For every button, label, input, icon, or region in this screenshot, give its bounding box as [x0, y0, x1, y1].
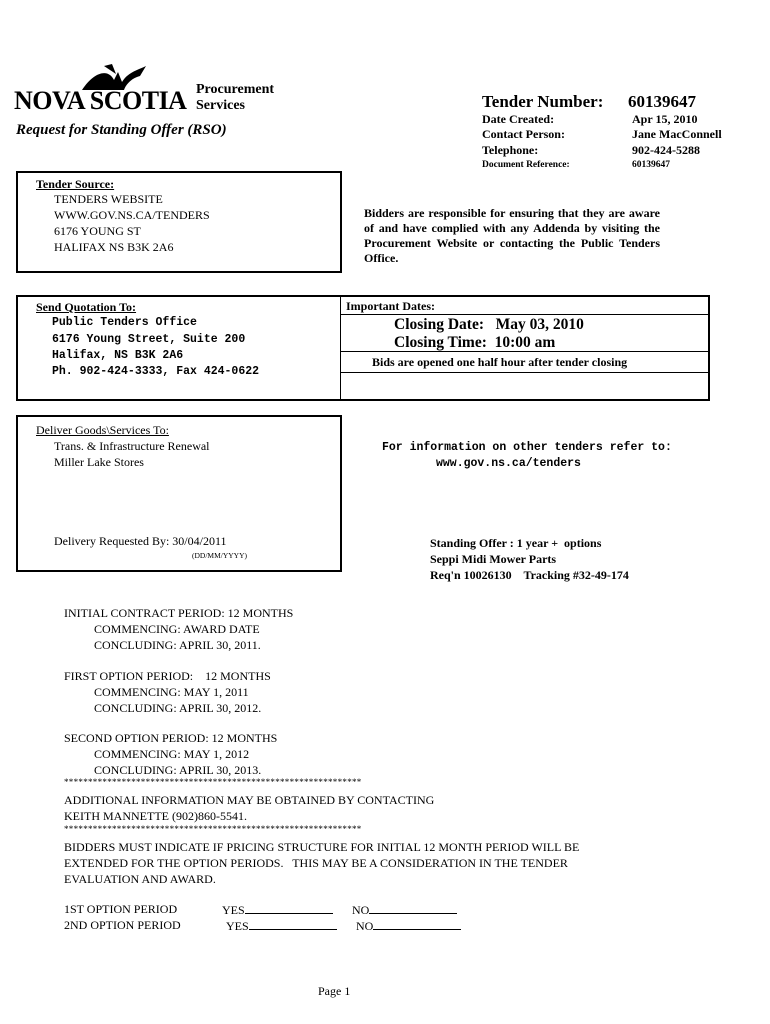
- send-quotation-line: Public Tenders Office: [52, 316, 197, 329]
- star-separator: **************************************************************: [64, 824, 362, 834]
- date-created-value: Apr 15, 2010: [632, 112, 698, 126]
- tender-number-label: Tender Number:: [482, 92, 604, 111]
- nova-scotia-logo: [14, 62, 294, 122]
- option-no-label: NO: [356, 919, 374, 933]
- send-quotation-line: Ph. 902-424-3333, Fax 424-0622: [52, 365, 260, 378]
- deliver-line: Trans. & Infrastructure Renewal: [54, 439, 210, 453]
- option-yes-blank[interactable]: [249, 918, 337, 930]
- logo-dept-line1: Procurement: [196, 82, 275, 97]
- important-dates-heading: Important Dates:: [346, 299, 435, 313]
- bids-opened-note: Bids are opened one half hour after tender closing: [372, 355, 628, 369]
- contact-label: Contact Person:: [482, 127, 565, 141]
- send-quotation-line: 6176 Young Street, Suite 200: [52, 333, 246, 346]
- docref-label: Document Reference:: [482, 160, 570, 170]
- tender-number: 60139647: [628, 92, 696, 111]
- logo-dept-line2: Services: [196, 98, 245, 113]
- initial-period-title: INITIAL CONTRACT PERIOD: 12 MONTHS: [64, 606, 294, 620]
- option-no[interactable]: [352, 902, 457, 918]
- document-title: Request for Standing Offer (RSO): [16, 122, 227, 138]
- option-no-blank[interactable]: [373, 918, 461, 930]
- tender-source-heading: Tender Source:: [36, 177, 115, 191]
- option-yes-blank[interactable]: [245, 902, 333, 914]
- option-yes[interactable]: [226, 918, 337, 934]
- send-quotation-line: Halifax, NS B3K 2A6: [52, 349, 184, 362]
- standing-offer-line1: Standing Offer : 1 year + options: [430, 536, 602, 550]
- option-yes[interactable]: [222, 902, 333, 918]
- closing-time: Closing Time: 10:00 am: [394, 334, 556, 351]
- tender-source-box: [16, 171, 342, 273]
- additional-info-line: KEITH MANNETTE (902)860-5541.: [64, 809, 247, 823]
- option-yes-label: YES: [222, 903, 245, 917]
- info-ref-url[interactable]: www.gov.ns.ca/tenders: [436, 457, 581, 470]
- first-option-commencing: COMMENCING: MAY 1, 2011: [94, 685, 249, 699]
- page-number: Page 1: [318, 984, 351, 998]
- delivery-requested: Delivery Requested By: 30/04/2011: [54, 534, 227, 548]
- option-yes-label: YES: [226, 919, 249, 933]
- star-separator: **************************************************************: [64, 777, 362, 787]
- date-created-label: Date Created:: [482, 112, 555, 126]
- tender-source-line: TENDERS WEBSITE: [54, 192, 163, 206]
- option-no-label: NO: [352, 903, 370, 917]
- contact-value: Jane MacConnell: [632, 127, 722, 141]
- option-no-blank[interactable]: [369, 902, 457, 914]
- tender-source-line: 6176 YOUNG ST: [54, 224, 141, 238]
- standing-offer-line3: Req'n 10026130 Tracking #32-49-174: [430, 568, 629, 582]
- telephone-value: 902-424-5288: [632, 143, 700, 157]
- info-ref-line1: For information on other tenders refer to:: [382, 441, 672, 454]
- standing-offer-line2: Seppi Midi Mower Parts: [430, 552, 557, 566]
- quotation-divider: [340, 296, 341, 400]
- docref-value: 60139647: [632, 160, 670, 170]
- telephone-label: Telephone:: [482, 143, 539, 157]
- tender-source-line: HALIFAX NS B3K 2A6: [54, 240, 174, 254]
- additional-info-line: ADDITIONAL INFORMATION MAY BE OBTAINED BY CONTACTING: [64, 793, 435, 807]
- pricing-note-line: EVALUATION AND AWARD.: [64, 872, 216, 886]
- pricing-note-line: BIDDERS MUST INDICATE IF PRICING STRUCTURE FOR INITIAL 12 MONTH PERIOD WILL BE: [64, 840, 580, 854]
- pricing-note-line: EXTENDED FOR THE OPTION PERIODS. THIS MAY BE A CONSIDERATION IN THE TENDER: [64, 856, 568, 870]
- bidders-notice: Bidders are responsible for ensuring that they are aware of and have complied with any Addenda by visiting the Procurement Website or contacting the Public Tenders Office.: [364, 206, 660, 265]
- deliver-line: Miller Lake Stores: [54, 455, 144, 469]
- dates-rule-1: [341, 314, 709, 315]
- option-label: 1ST OPTION PERIOD: [64, 902, 178, 916]
- second-option-commencing: COMMENCING: MAY 1, 2012: [94, 747, 250, 761]
- option-no[interactable]: [356, 918, 461, 934]
- send-quotation-heading: Send Quotation To:: [36, 300, 137, 314]
- closing-date: Closing Date: May 03, 2010: [394, 316, 584, 333]
- second-option-title: SECOND OPTION PERIOD: 12 MONTHS: [64, 731, 278, 745]
- date-format-hint: (DD/MM/YYYY): [192, 551, 247, 560]
- logo-wordmark: NOVA SCOTIA: [14, 86, 187, 115]
- tender-source-line: WWW.GOV.NS.CA/TENDERS: [54, 208, 210, 222]
- deliver-box: [16, 415, 342, 572]
- deliver-heading: Deliver Goods\Services To:: [36, 423, 169, 437]
- initial-period-commencing: COMMENCING: AWARD DATE: [94, 622, 260, 636]
- initial-period-concluding: CONCLUDING: APRIL 30, 2011.: [94, 638, 261, 652]
- first-option-title: FIRST OPTION PERIOD: 12 MONTHS: [64, 669, 271, 683]
- first-option-concluding: CONCLUDING: APRIL 30, 2012.: [94, 701, 262, 715]
- option-label: 2ND OPTION PERIOD: [64, 918, 181, 932]
- second-option-concluding: CONCLUDING: APRIL 30, 2013.: [94, 763, 262, 777]
- dates-rule-3: [341, 372, 709, 373]
